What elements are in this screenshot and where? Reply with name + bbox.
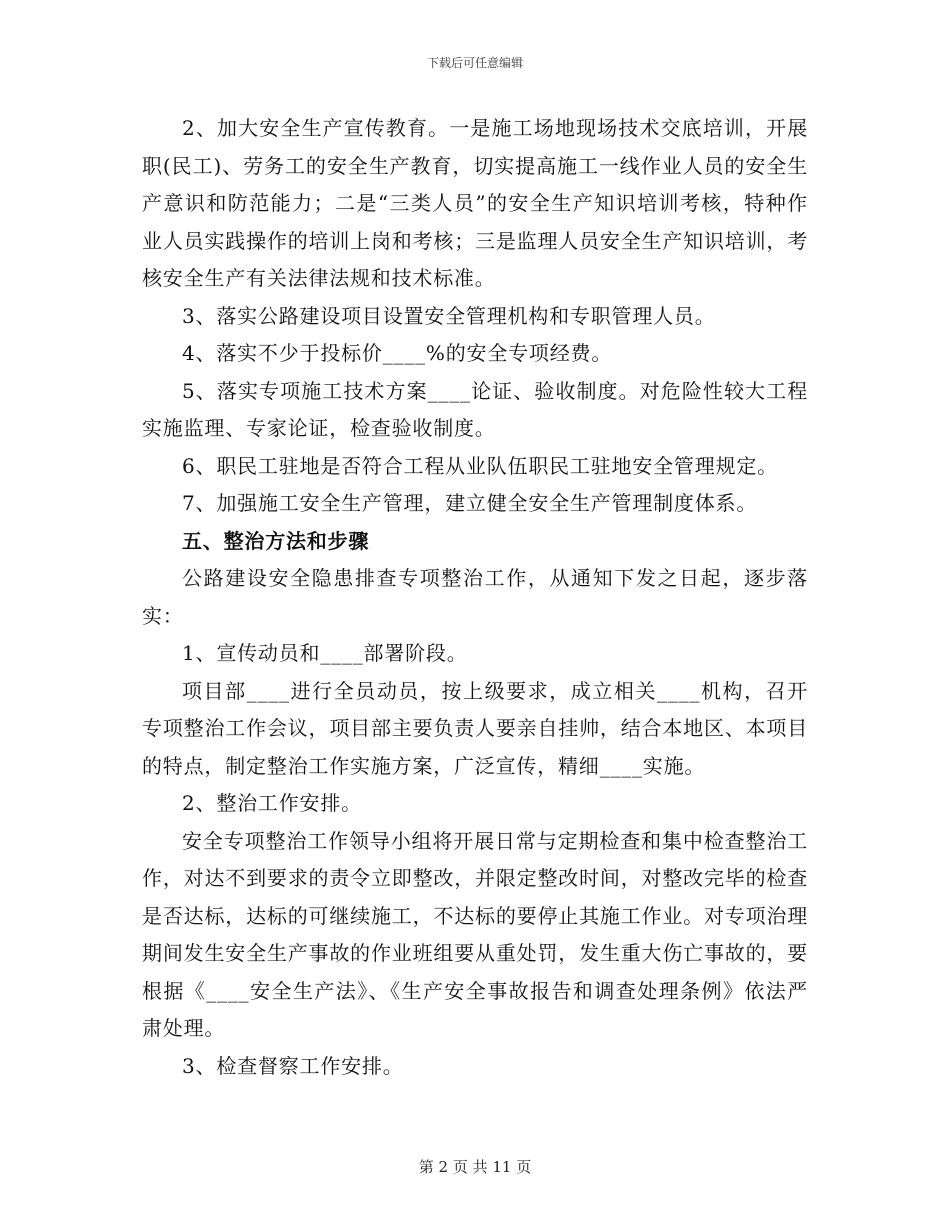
step-1-body: 项目部____进行全员动员，按上级要求，成立相关____机构，召开专项整治工作会议，项目部主要负责人要亲自挂帅，结合本地区、本项目的特点，制定整治工作实施方案，广泛宣传，精细____实施。 [142, 678, 808, 778]
section-intro: 公路建设安全隐患排查专项整治工作，从通知下发之日起，逐步落实： [142, 566, 808, 628]
step-2-body: 安全专项整治工作领导小组将开展日常与定期检查和集中检查整治工作，对达不到要求的责令立即整改，并限定整改时间，对整改完毕的检查是否达标，达标的可继续施工，不达标的要停止其施工作业。对专项治理期间发生安全生产事故的作业班组要从重处罚，发生重大伤亡事故的，要根据《____安全生产法》、《生产安全事故报告和调查处理条例》依法严肃处理。 [142, 828, 808, 1040]
paragraph-item-7: 7、加强施工安全生产管理，建立健全安全生产管理制度体系。 [182, 491, 758, 515]
page-header: 下载后可任意编辑 [426, 56, 523, 70]
step-1-title: 1、宣传动员和____部署阶段。 [182, 641, 468, 665]
paragraph-item-6: 6、职民工驻地是否符合工程从业队伍职民工驻地安全管理规定。 [182, 453, 778, 478]
paragraph-item-3: 3、落实公路建设项目设置安全管理机构和专职管理人员。 [182, 303, 716, 328]
step-3-title: 3、检查督察工作安排。 [182, 1053, 404, 1078]
paragraph-item-2: 2、加大安全生产宣传教育。一是施工场地现场技术交底培训，开展职(民工)、劳务工的安全生产教育，切实提高施工一线作业人员的安全生产意识和防范能力；二是“三类人员”的安全生产知识培训考核，特种作业人员实践操作的培训上岗和考核；三是监理人员安全生产知识培训，考核安全生产有关法律法规和技术标准。 [142, 116, 808, 290]
section-heading-5: 五、整治方法和步骤 [182, 528, 370, 553]
document-body [142, 110, 808, 1085]
step-2-title: 2、整治工作安排。 [182, 791, 362, 815]
paragraph-item-5: 5、落实专项施工技术方案____论证、验收制度。对危险性较大工程实施监理、专家论证，检查验收制度。 [142, 378, 808, 440]
paragraph-item-4: 4、落实不少于投标价____%的安全专项经费。 [182, 341, 613, 365]
page-footer: 第 2 页 共 11 页 [418, 1158, 532, 1176]
